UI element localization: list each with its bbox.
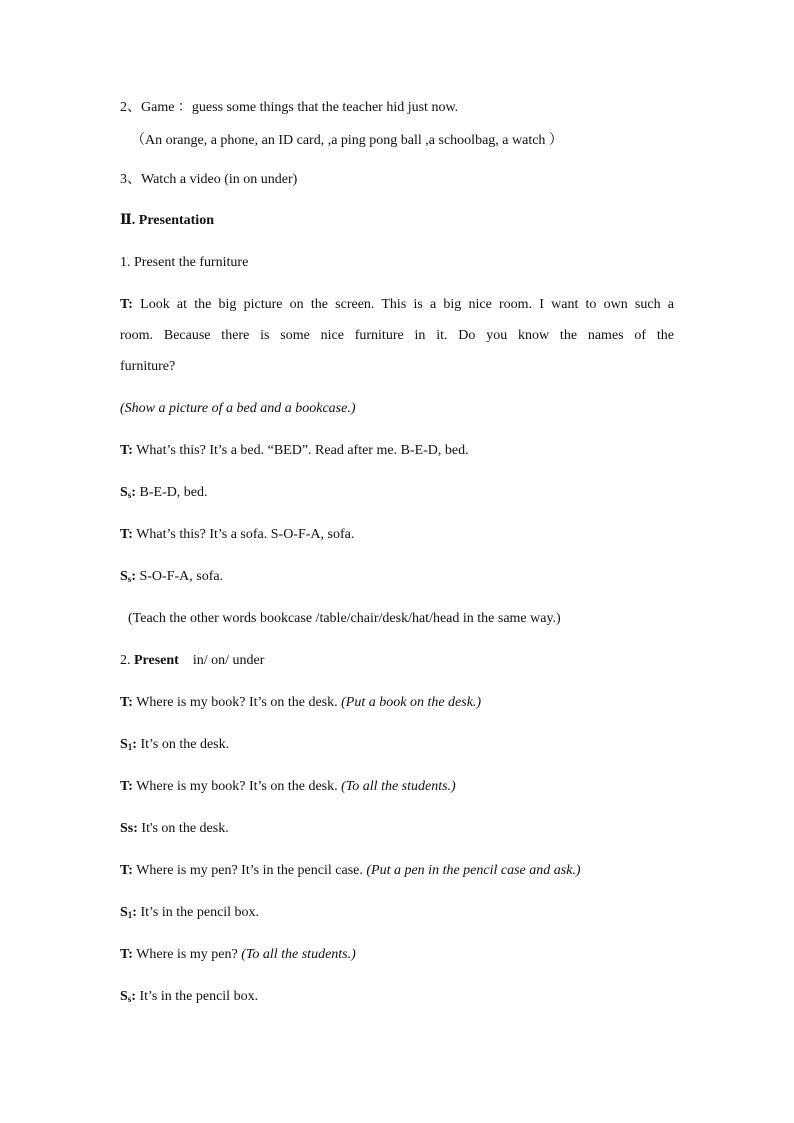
dialog-line bbox=[120, 442, 469, 460]
stage-note: (Put a book on the desk.) bbox=[337, 695, 482, 710]
dialog-line bbox=[120, 862, 581, 880]
speaker-label: T: bbox=[120, 863, 133, 878]
dialog-line bbox=[120, 778, 456, 796]
dialog-text: Where is my pen? bbox=[132, 947, 238, 962]
dialog-line bbox=[120, 694, 481, 712]
dialog-text: It’s in the pencil box. bbox=[135, 989, 259, 1004]
speaker-label: $S_1$: bbox=[120, 737, 137, 752]
game-items-line: （An orange, a phone, an ID card, ,a ping pong ball ,a schoolbag, a watch ） bbox=[131, 133, 563, 148]
dialog-line bbox=[120, 904, 259, 922]
stage-note: (To all the students.) bbox=[237, 947, 356, 962]
speaker-label: T: bbox=[120, 695, 133, 710]
teacher-intro-line-2: room. Because there is some nice furniture in it. Do you know the names of the bbox=[120, 328, 674, 343]
video-line: 3、Watch a video (in on under) bbox=[120, 172, 298, 187]
speaker-label: T: bbox=[120, 779, 133, 794]
speaker-label: $S_1$: bbox=[120, 905, 137, 920]
show-picture-note: (Show a picture of a bed and a bookcase.) bbox=[120, 401, 356, 416]
dialog-line bbox=[120, 568, 223, 586]
dialog-text: It’s in the pencil box. bbox=[136, 905, 260, 920]
dialog-text: What’s this? It’s a bed. “BED”. Read after me. B-E-D, bed. bbox=[132, 443, 469, 458]
stage-note: (Put a pen in the pencil case and ask.) bbox=[362, 863, 581, 878]
speaker-label: T: bbox=[120, 947, 133, 962]
dialog-text: B-E-D, bed. bbox=[135, 485, 208, 500]
dialog-line bbox=[120, 946, 356, 964]
step-2-heading: 2. Present in/ on/ under bbox=[120, 653, 265, 668]
dialog-line bbox=[120, 988, 258, 1006]
teacher-intro-line-3: furniture? bbox=[120, 359, 176, 374]
speaker-label: $S_s$: bbox=[120, 569, 136, 584]
dialog-text: Where is my book? It’s on the desk. bbox=[132, 695, 338, 710]
dialog-line bbox=[120, 820, 229, 838]
dialog-text: S-O-F-A, sofa. bbox=[135, 569, 224, 584]
teacher-intro-line-1 bbox=[120, 296, 674, 314]
speaker-label: T: bbox=[120, 297, 133, 312]
dialog-line bbox=[120, 526, 354, 544]
stage-note: (To all the students.) bbox=[337, 779, 456, 794]
dialog-text: What’s this? It’s a sofa. S-O-F-A, sofa. bbox=[132, 527, 355, 542]
dialog-text: Where is my book? It’s on the desk. bbox=[132, 779, 338, 794]
speaker-label: $S_s$: bbox=[120, 485, 136, 500]
speaker-label: T: bbox=[120, 443, 133, 458]
dialog-text: Where is my pen? It’s in the pencil case. bbox=[132, 863, 363, 878]
dialog-text: It’s on the desk. bbox=[136, 737, 230, 752]
speaker-label: Ss: bbox=[120, 821, 138, 836]
teacher-intro-text-1: Look at the big picture on the screen. This is a big nice room. I want to own such a bbox=[140, 297, 674, 312]
speaker-label: $S_s$: bbox=[120, 989, 136, 1004]
speaker-label: T: bbox=[120, 527, 133, 542]
dialog-line bbox=[120, 736, 229, 754]
game-line: 2、Game ：guess some things that the teacher hid just now. bbox=[120, 100, 459, 115]
teach-other-words-note: (Teach the other words bookcase /table/chair/desk/hat/head in the same way.) bbox=[128, 611, 561, 626]
dialog-text: It's on the desk. bbox=[137, 821, 229, 836]
section-heading: Ⅱ. Presentation bbox=[120, 213, 214, 228]
step-1-heading: 1. Present the furniture bbox=[120, 255, 249, 270]
dialog-line bbox=[120, 484, 208, 502]
